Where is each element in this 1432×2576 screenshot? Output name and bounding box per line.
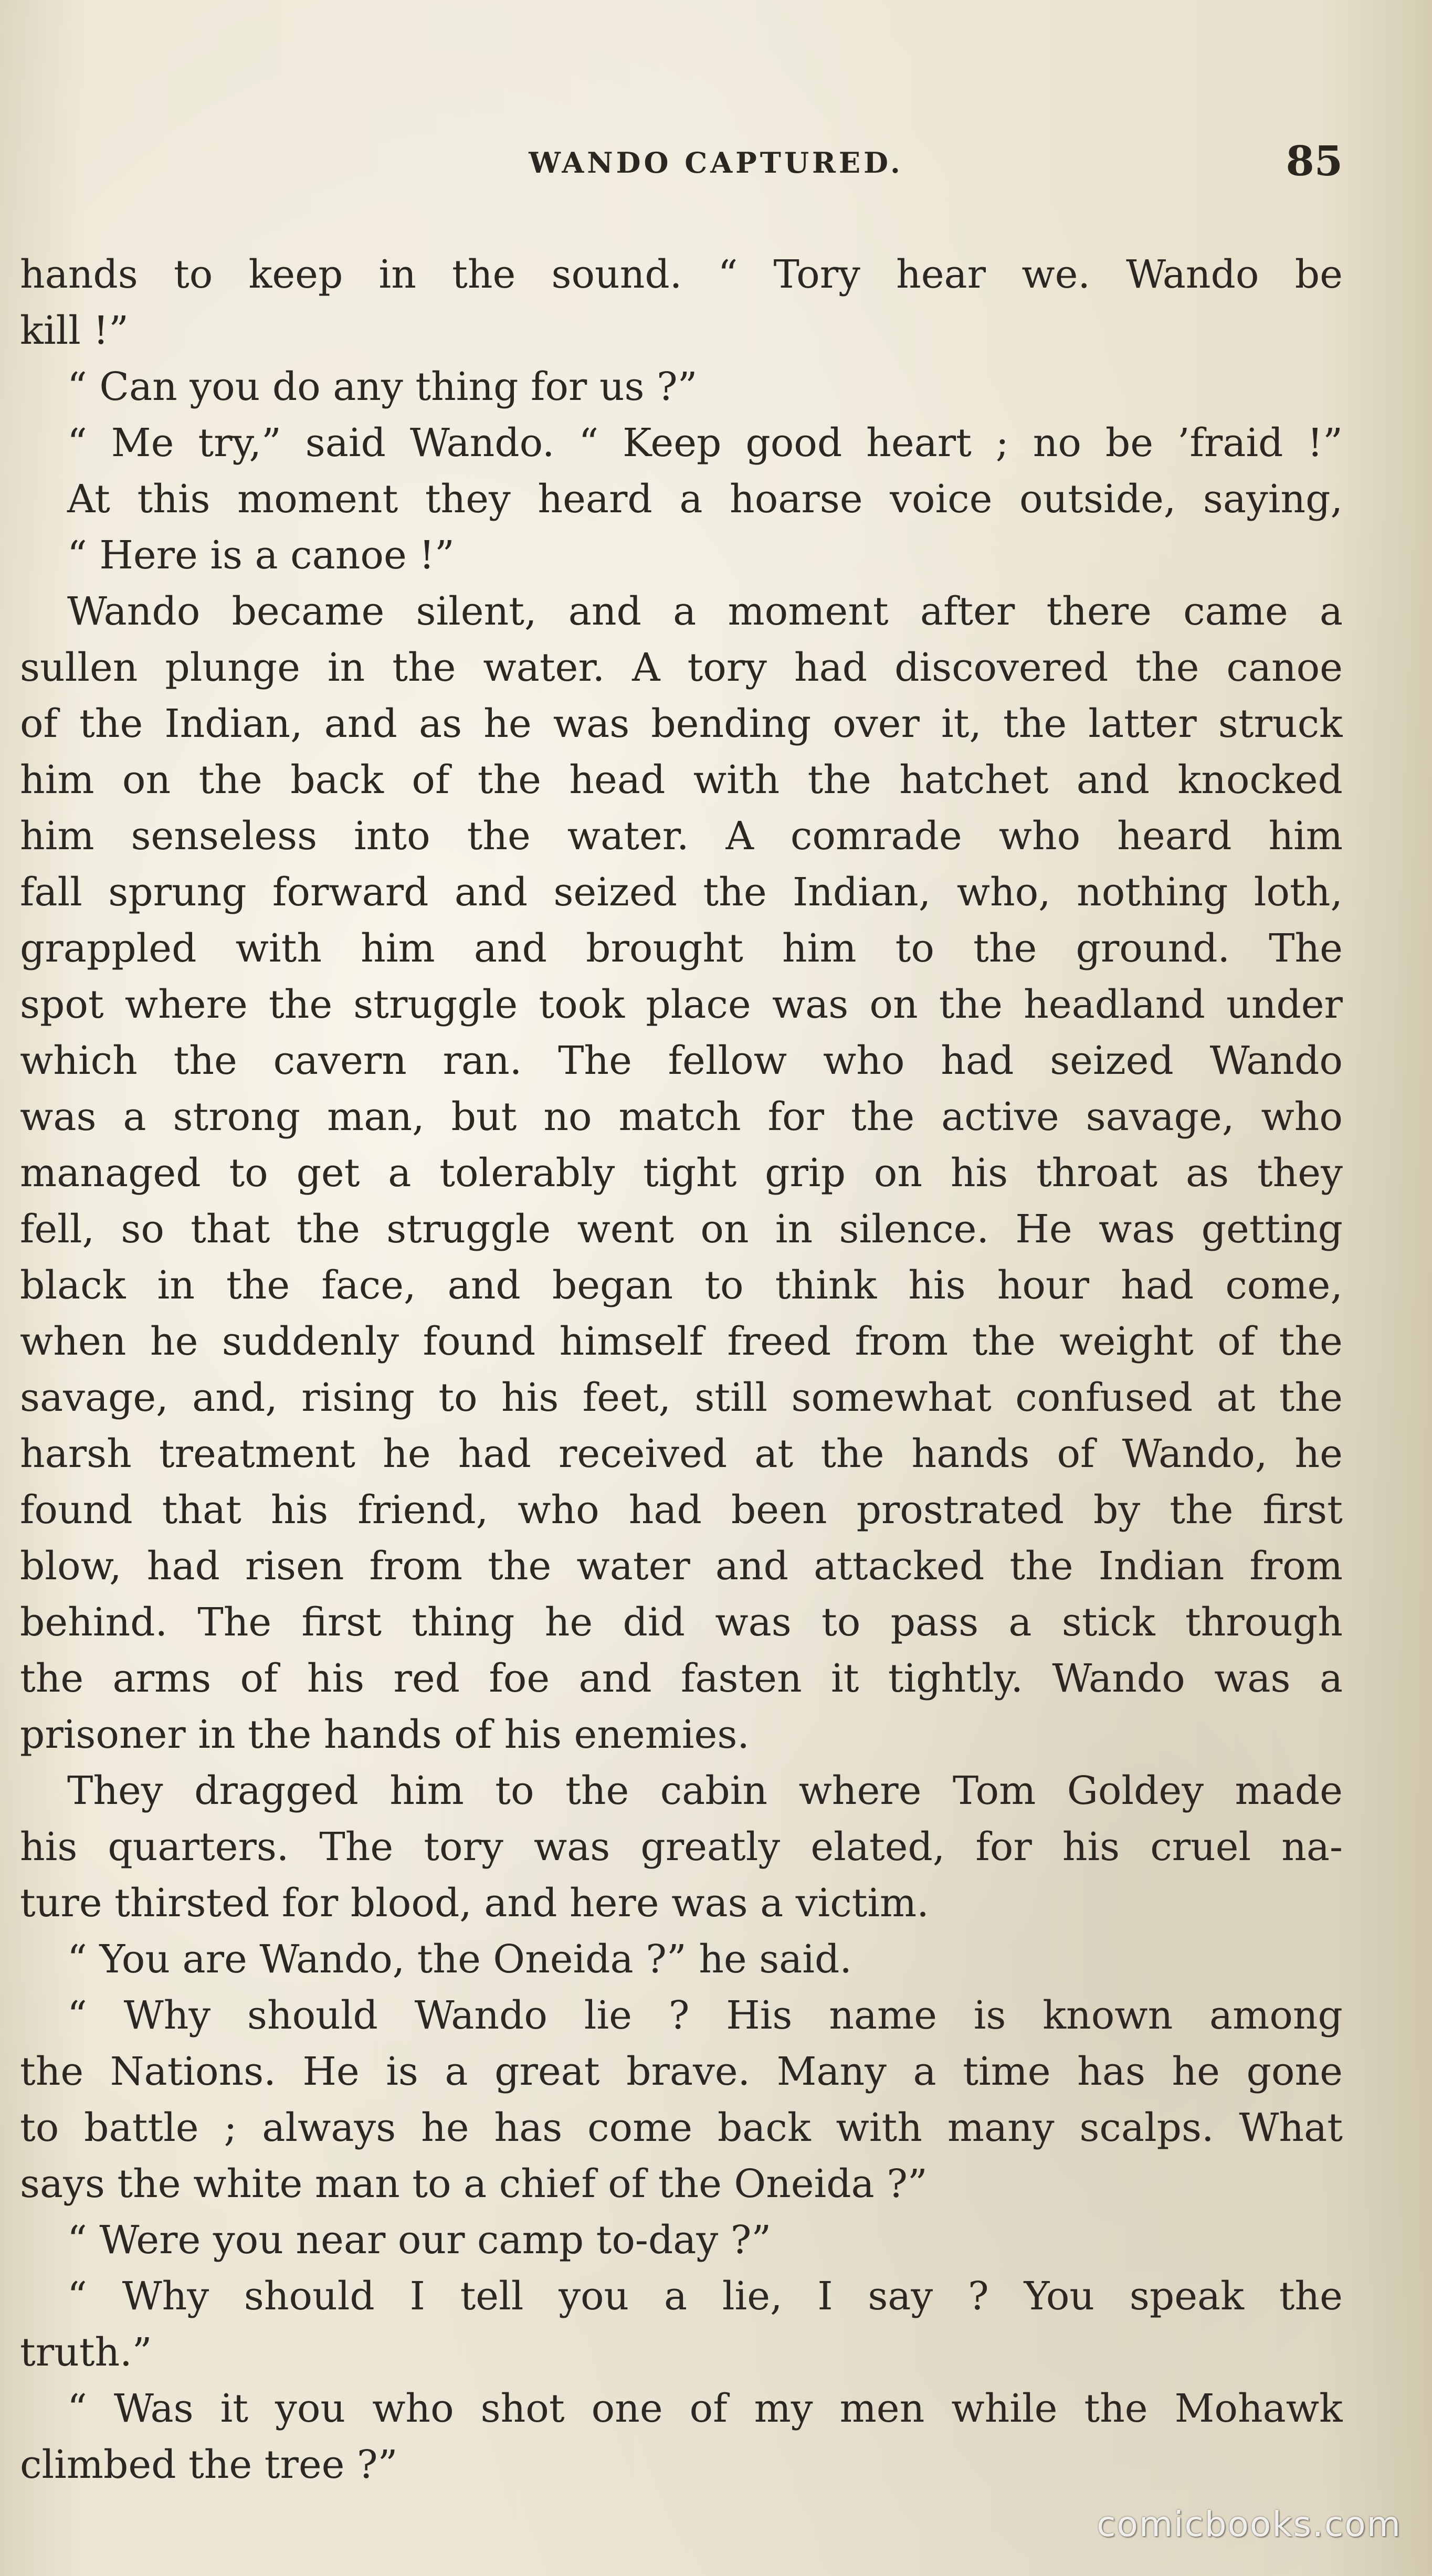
text-line: the Nations. He is a great brave. Many a time has he gone <box>20 2049 1343 2094</box>
text-line: climbed the tree ?” <box>20 2442 398 2487</box>
text-line: spot where the struggle took place was on the headland under <box>20 982 1343 1027</box>
page-header <box>0 131 1432 194</box>
text-line: They dragged him to the cabin where Tom Goldey made <box>67 1768 1343 1813</box>
text-line: of the Indian, and as he was bending over it, the latter struck <box>20 701 1343 746</box>
text-line: when he suddenly found himself freed from the weight of the <box>20 1319 1343 1364</box>
text-line: harsh treatment he had received at the hands of Wando, he <box>20 1431 1343 1476</box>
text-line: ture thirsted for blood, and here was a victim. <box>20 1881 929 1926</box>
text-line: black in the face, and began to think his hour had come, <box>20 1263 1343 1308</box>
text-line: to battle ; always he has come back with many scalps. What <box>20 2105 1343 2150</box>
text-line: which the cavern ran. The fellow who had seized Wando <box>20 1038 1343 1083</box>
text-line: says the white man to a chief of the Oneida ?” <box>20 2161 928 2207</box>
text-line: him on the back of the head with the hatchet and knocked <box>20 757 1343 803</box>
text-line: him senseless into the water. A comrade who heard him <box>20 814 1343 859</box>
text-line: truth.” <box>20 2330 152 2375</box>
text-line: savage, and, rising to his feet, still somewhat confused at the <box>20 1375 1343 1420</box>
text-line: “ Here is a canoe !” <box>67 533 455 578</box>
text-line: the arms of his red foe and fasten it tightly. Wando was a <box>20 1656 1343 1701</box>
watermark: comicbooks.com <box>1097 2504 1402 2545</box>
text-line: At this moment they heard a hoarse voice outside, saying, <box>67 477 1343 522</box>
text-line: prisoner in the hands of his enemies. <box>20 1712 750 1757</box>
text-line: “ Can you do any thing for us ?” <box>67 364 698 409</box>
text-line: grappled with him and brought him to the ground. The <box>20 926 1343 971</box>
text-line: Wando became silent, and a moment after there came a <box>67 589 1343 634</box>
text-line: “ Me try,” said Wando. “ Keep good heart ; no be ’fraid !” <box>67 420 1343 466</box>
body-text <box>20 247 1343 2493</box>
text-line: was a strong man, but no match for the active savage, who <box>20 1094 1343 1139</box>
text-line: kill !” <box>20 308 129 353</box>
running-title: WANDO CAPTURED. <box>529 146 903 180</box>
text-line: blow, had risen from the water and attacked the Indian from <box>20 1544 1343 1589</box>
text-line: fall sprung forward and seized the Indian, who, nothing loth, <box>20 870 1343 915</box>
text-line: “ Why should Wando lie ? His name is known among <box>67 1993 1343 2038</box>
text-line: fell, so that the struggle went on in silence. He was getting <box>20 1207 1343 1252</box>
text-line: sullen plunge in the water. A tory had discovered the canoe <box>20 645 1343 690</box>
text-line: his quarters. The tory was greatly elated, for his cruel na- <box>20 1824 1343 1870</box>
text-line: behind. The first thing he did was to pass a stick through <box>20 1600 1343 1645</box>
text-line: “ Were you near our camp to-day ?” <box>67 2218 772 2263</box>
page-number: 85 <box>1286 138 1343 185</box>
text-line: “ Why should I tell you a lie, I say ? You speak the <box>67 2274 1343 2319</box>
text-line: managed to get a tolerably tight grip on his throat as they <box>20 1150 1343 1196</box>
text-line: “ Was it you who shot one of my men while the Mohawk <box>67 2386 1343 2431</box>
text-line: “ You are Wando, the Oneida ?” he said. <box>67 1937 852 1982</box>
text-line: found that his friend, who had been prostrated by the first <box>20 1487 1343 1533</box>
text-line: hands to keep in the sound. “ Tory hear we. Wando be <box>20 252 1343 297</box>
